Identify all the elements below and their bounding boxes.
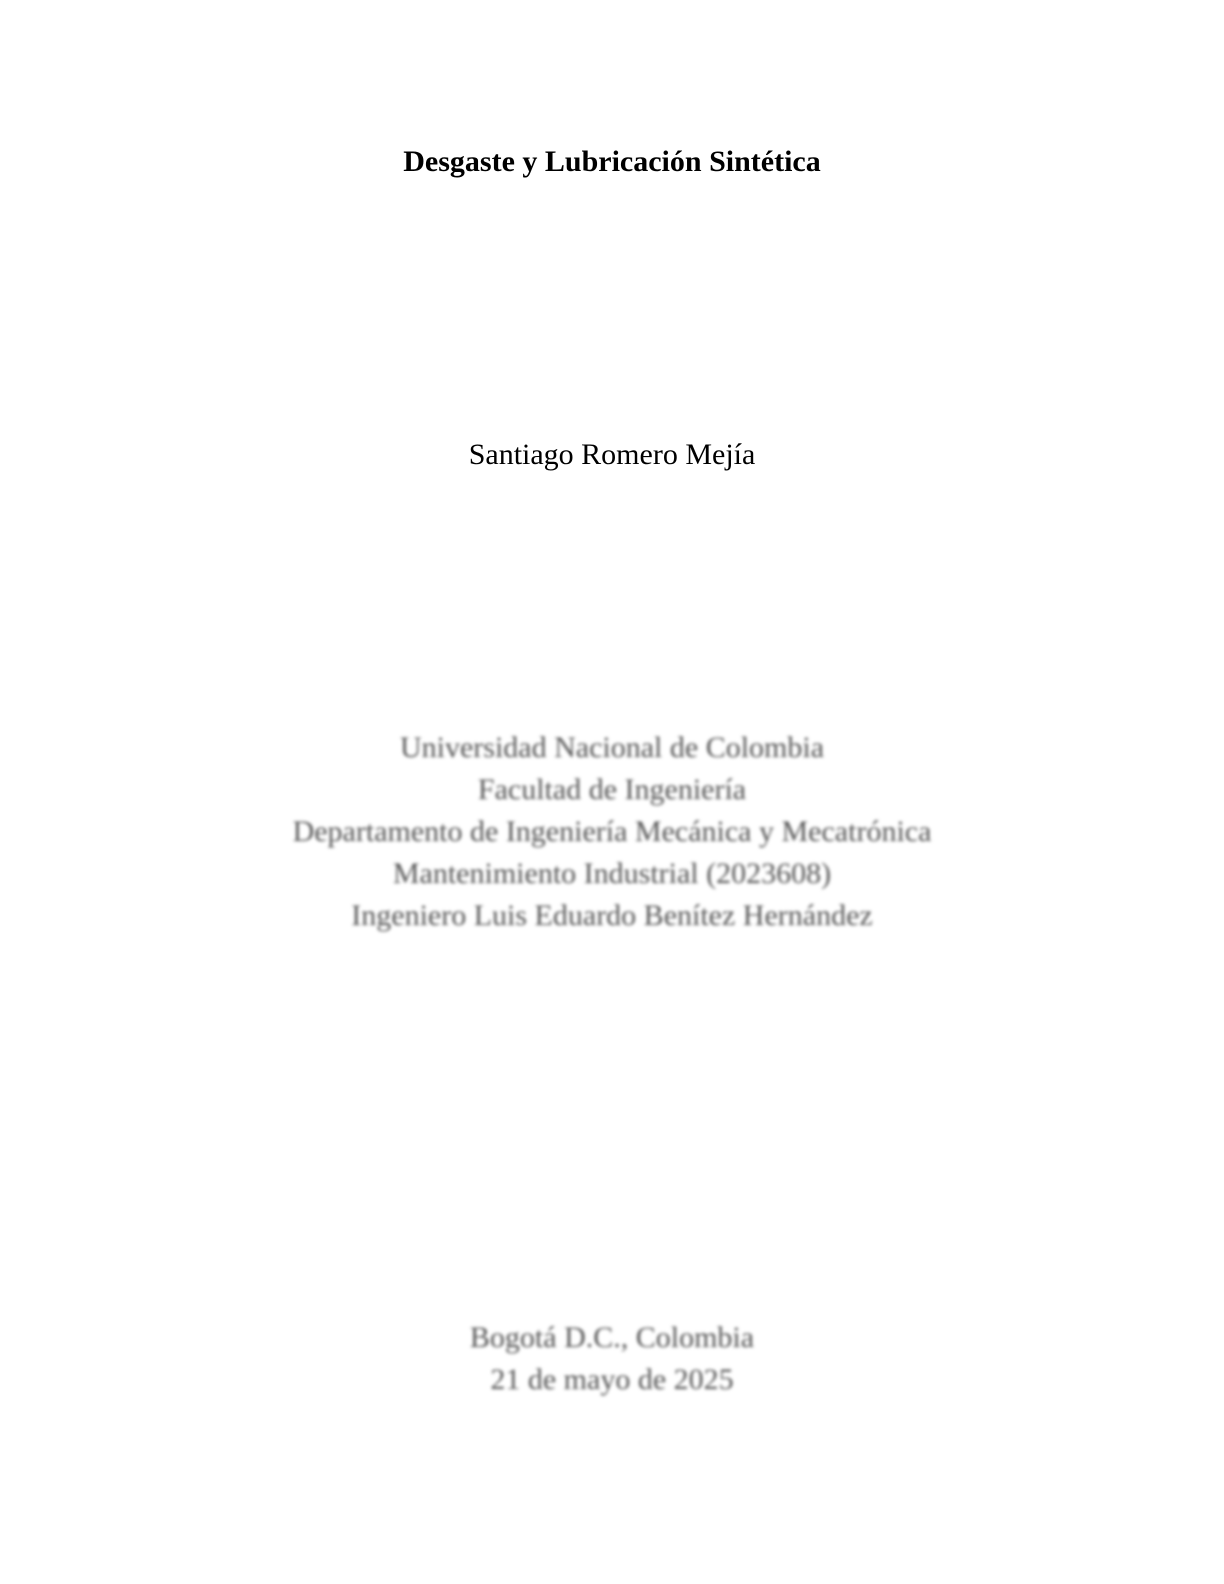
place-date-block bbox=[0, 1317, 1224, 1401]
instructor-line: Ingeniero Luis Eduardo Benítez Hernández bbox=[351, 899, 873, 932]
date-line: 21 de mayo de 2025 bbox=[490, 1363, 734, 1396]
place-line: Bogotá D.C., Colombia bbox=[469, 1321, 755, 1354]
affiliation-block bbox=[0, 727, 1224, 937]
university-line: Universidad Nacional de Colombia bbox=[399, 731, 825, 764]
faculty-line: Facultad de Ingeniería bbox=[477, 773, 747, 806]
department-line: Departamento de Ingeniería Mecánica y Mecatrónica bbox=[292, 815, 932, 848]
document-title: Desgaste y Lubricación Sintética bbox=[403, 145, 821, 178]
author-name: Santiago Romero Mejía bbox=[468, 438, 756, 471]
course-line: Mantenimiento Industrial (2023608) bbox=[392, 857, 832, 890]
